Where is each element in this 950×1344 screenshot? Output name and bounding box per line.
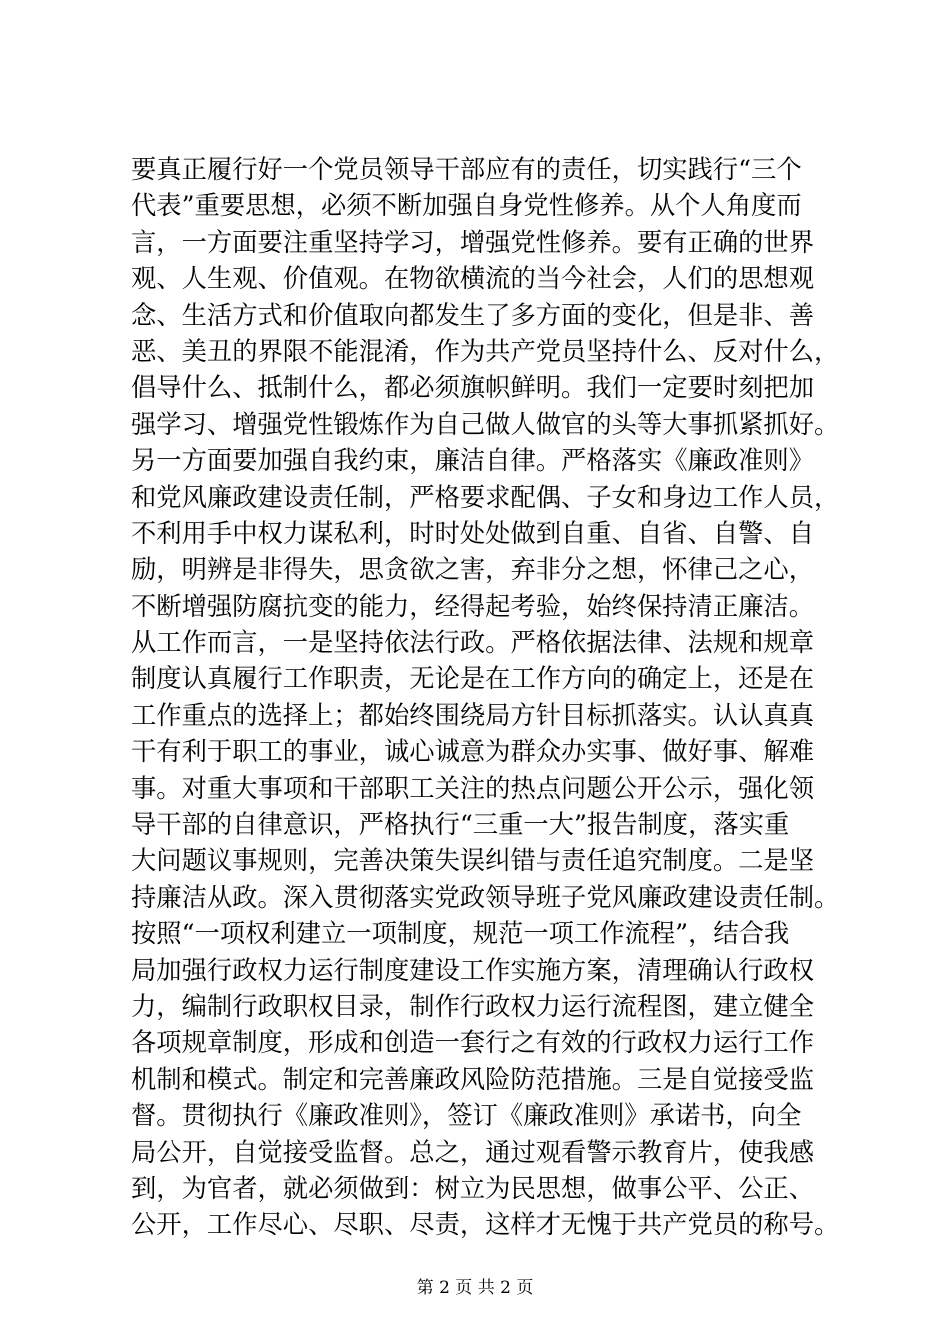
text-line: 恶、美丑的界限不能混淆，作为共产党员坚持什么、反对什么，: [131, 336, 840, 366]
text-line: 另一方面要加强自我约束，廉洁自律。严格落实《廉政准则》: [131, 446, 815, 476]
text-line: 事。对重大事项和干部职工关注的热点问题公开公示，强化领: [131, 773, 815, 803]
text-line: 按照“一项权利建立一项制度，规范一项工作流程”，结合我: [131, 919, 790, 949]
text-line: 念、生活方式和价值取向都发生了多方面的变化，但是非、善: [131, 300, 815, 330]
text-line: 制度认真履行工作职责，无论是在工作方向的确定上，还是在: [131, 664, 815, 694]
text-line: 强学习、增强党性锻炼作为自己做人做官的头等大事抓紧抓好。: [131, 409, 840, 439]
page-footer: [0, 1277, 950, 1299]
text-line: 各项规章制度，形成和创造一套行之有效的行政权力运行工作: [131, 1028, 815, 1058]
text-line: 倡导什么、抵制什么，都必须旗帜鲜明。我们一定要时刻把加: [131, 373, 815, 403]
text-line: 观、人生观、价值观。在物欲横流的当今社会，人们的思想观: [131, 264, 815, 294]
text-line: 持廉洁从政。深入贯彻落实党政领导班子党风廉政建设责任制。: [131, 882, 840, 912]
text-line: 要真正履行好一个党员领导干部应有的责任，切实践行“三个: [131, 155, 802, 184]
body-paragraph: [131, 152, 851, 1244]
text-line: 不断增强防腐抗变的能力，经得起考验，始终保持清正廉洁。: [131, 591, 815, 621]
text-line: 大问题议事规则，完善决策失误纠错与责任追究制度。二是坚: [131, 846, 815, 876]
text-line: 代表”重要思想，必须不断加强自身党性修养。从个人角度而: [131, 191, 802, 221]
text-line: 从工作而言，一是坚持依法行政。严格依据法律、法规和规章: [131, 628, 815, 658]
text-line: 励，明辨是非得失，思贪欲之害，弃非分之想，怀律己之心，: [131, 555, 815, 585]
text-line: 不利用手中权力谋私利，时时处处做到自重、自省、自警、自: [131, 518, 815, 548]
text-line: 局公开，自觉接受监督。总之，通过观看警示教育片，使我感: [131, 1137, 815, 1167]
text-line: 公开，工作尽心、尽职、尽责，这样才无愧于共产党员的称号。: [131, 1210, 840, 1240]
text-line: 和党风廉政建设责任制，严格要求配偶、子女和身边工作人员，: [131, 482, 840, 512]
text-line: 干有利于职工的事业，诚心诚意为群众办实事、做好事、解难: [131, 737, 815, 767]
text-line: 局加强行政权力运行制度建设工作实施方案，清理确认行政权: [131, 955, 815, 985]
text-line: 到，为官者，就必须做到：树立为民思想，做事公平、公正、: [131, 1173, 815, 1203]
text-line: 言，一方面要注重坚持学习，增强党性修养。要有正确的世界: [131, 227, 815, 257]
page-number: 第 2 页 共 2 页: [416, 1278, 534, 1298]
text-line: 导干部的自律意识，严格执行“三重一大”报告制度，落实重: [131, 810, 790, 840]
text-line: 工作重点的选择上；都始终围绕局方针目标抓落实。认认真真: [131, 700, 815, 730]
text-line: 督。贯彻执行《廉政准则》，签订《廉政准则》承诺书，向全: [131, 1101, 802, 1131]
text-line: 力，编制行政职权目录，制作行政权力运行流程图，建立健全: [131, 991, 815, 1021]
text-line: 机制和模式。制定和完善廉政风险防范措施。三是自觉接受监: [131, 1064, 815, 1094]
